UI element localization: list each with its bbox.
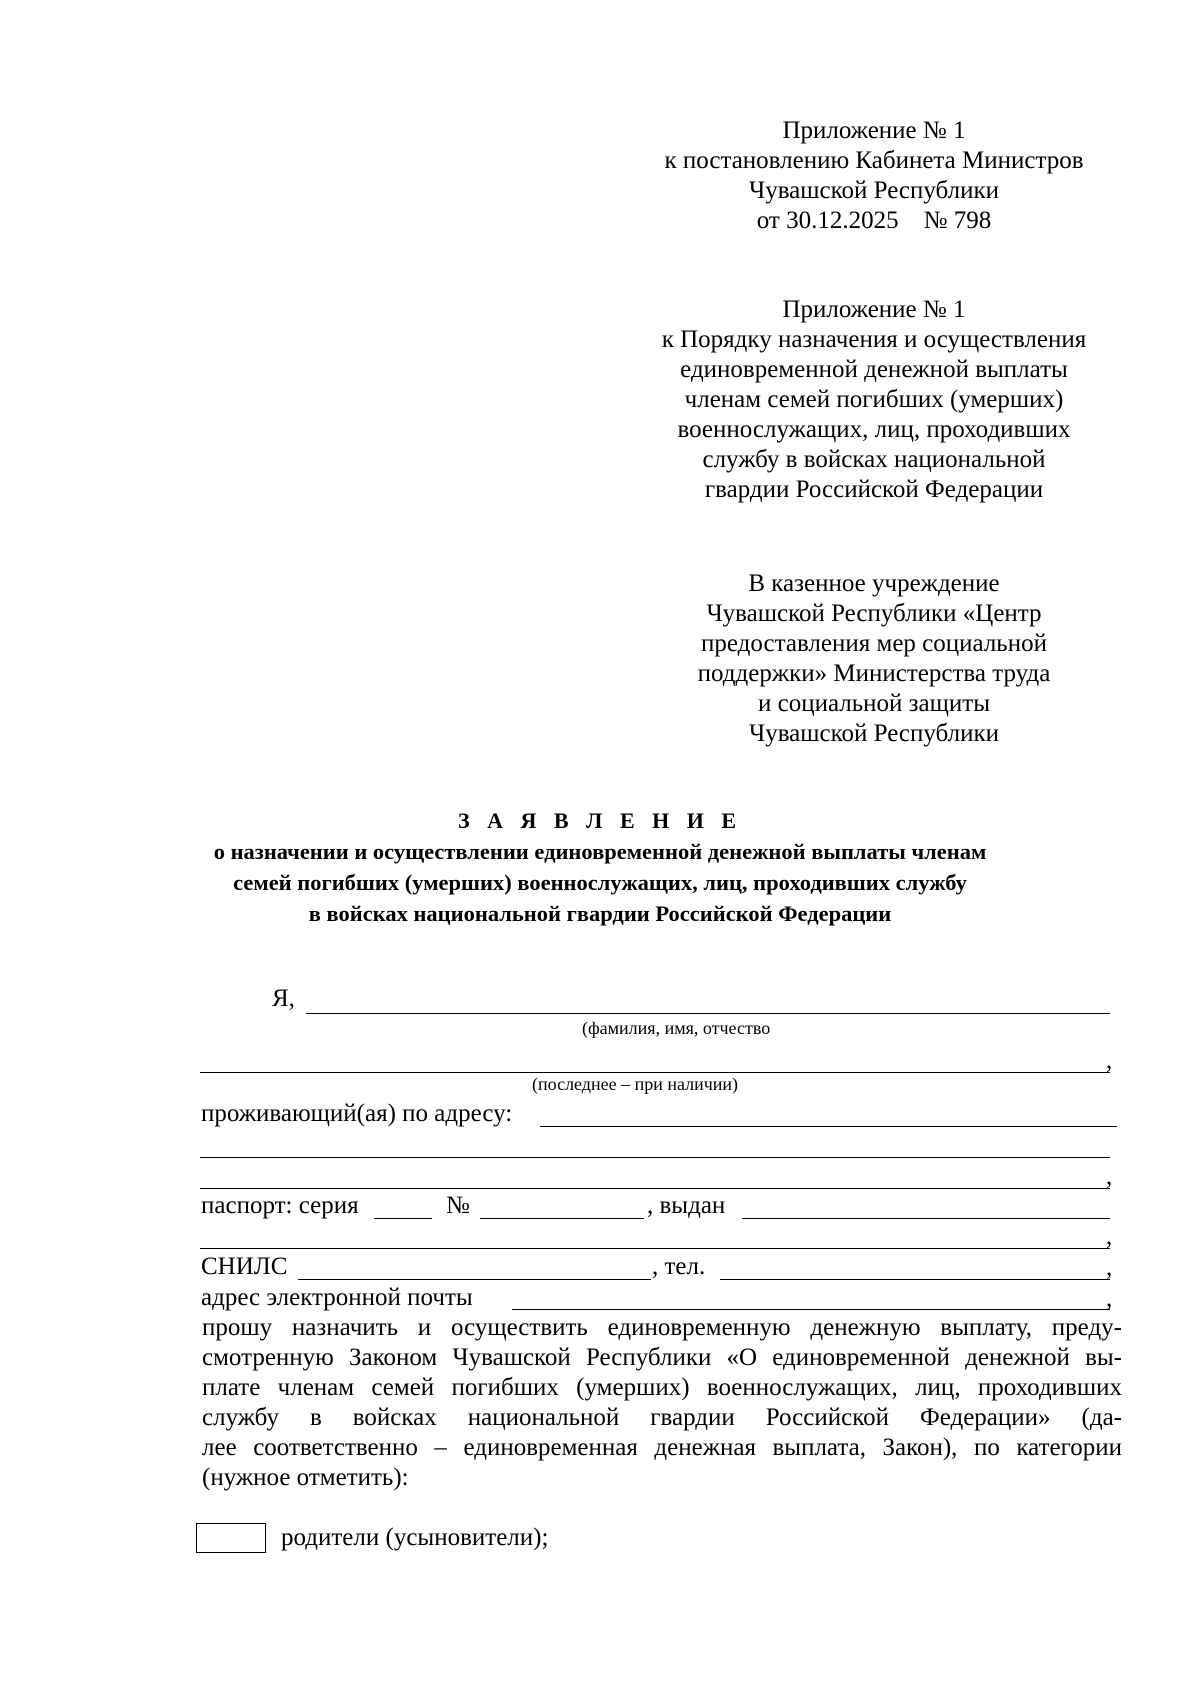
passport-issued-label: , выдан: [647, 1192, 726, 1219]
appendix-decree-line: Чувашской Республики: [748, 177, 1000, 204]
comma: ,: [1106, 1047, 1113, 1074]
request-paragraph: [202, 1313, 1122, 1493]
fio-hint: (фамилия, имя, отчество: [582, 1018, 771, 1038]
statement-subtitle-line: семей погибших (умерших) военнослужащих, лиц, проходивших службу: [233, 870, 967, 895]
appendix-decree-block: [624, 116, 1124, 236]
appendix-decree-line: к постановлению Кабинета Министров: [664, 147, 1084, 174]
appendix-procedure-line: к Порядку назначения и осуществления: [661, 326, 1087, 353]
addressee-line: и социальной защиты: [757, 690, 990, 717]
addressee-line: предоставления мер социальной: [701, 630, 1047, 657]
addressee-block: [624, 569, 1124, 749]
addressee-line: Чувашской Республики: [748, 720, 1000, 747]
passport-series-field-line[interactable]: [374, 1218, 432, 1219]
comma: ,: [1106, 1223, 1113, 1250]
request-line: (нужное отметить):: [202, 1464, 409, 1491]
address-field-line[interactable]: [540, 1126, 1117, 1127]
phone-field-line[interactable]: [720, 1279, 1110, 1280]
category-parents-label: родители (усыновители);: [281, 1524, 549, 1551]
passport-number-label: №: [446, 1192, 470, 1219]
passport-number-field-line[interactable]: [480, 1218, 644, 1219]
addressee-line: Чувашской Республики «Центр: [706, 600, 1042, 627]
appendix-procedure-line: Приложение № 1: [782, 296, 966, 323]
appendix-procedure-line: единовременной денежной выплаты: [680, 356, 1068, 383]
passport-series-label: паспорт: серия: [201, 1192, 359, 1219]
appendix-procedure-block: [624, 295, 1124, 505]
address-field-line-2[interactable]: [200, 1157, 1110, 1158]
request-line: лее соответственно – единовременная денежная выплата, Закон), по категории: [202, 1434, 1122, 1461]
statement-heading: З А Я В Л Е Н И Е: [457, 808, 743, 833]
addressee-line: В казенное учреждение: [748, 570, 1000, 597]
snils-field-line[interactable]: [298, 1279, 651, 1280]
comma: ,: [1106, 1254, 1113, 1281]
appendix-procedure-line: службу в войсках национальной: [702, 446, 1046, 473]
appendix-decree-date-line: от 30.12.2025 № 798: [756, 207, 992, 234]
request-line: службу в войсках национальной гвардии Российской Федерации» (да-: [202, 1404, 1122, 1431]
statement-subtitle-line: о назначении и осуществлении единовременной денежной выплаты членам: [213, 839, 987, 864]
appendix-procedure-line: военнослужащих, лиц, проходивших: [677, 416, 1071, 443]
phone-label: , тел.: [652, 1253, 706, 1280]
category-parents-checkbox[interactable]: [196, 1523, 266, 1553]
email-field-line[interactable]: [512, 1309, 1110, 1310]
email-label: адрес электронной почты: [201, 1284, 473, 1311]
request-line: плате членам семей погибших (умерших) военнослужащих, лиц, проходивших: [202, 1374, 1122, 1401]
passport-issued-field-line-2[interactable]: [200, 1248, 1110, 1249]
statement-subtitle-line: в войсках национальной гвардии Российской Федерации: [308, 901, 892, 926]
appendix-procedure-line: членам семей погибших (умерших): [684, 386, 1064, 413]
fio-field-line[interactable]: [306, 1013, 1110, 1014]
appendix-decree-line: Приложение № 1: [782, 117, 966, 144]
request-line: смотренную Законом Чувашской Республики «О единовременной денежной вы-: [202, 1344, 1122, 1371]
appendix-procedure-line: гвардии Российской Федерации: [704, 476, 1044, 503]
comma: ,: [1106, 1163, 1113, 1190]
statement-title: [100, 805, 1100, 929]
passport-issued-field-line[interactable]: [742, 1218, 1110, 1219]
request-line: прошу назначить и осуществить единовременную денежную выплату, преду-: [202, 1314, 1122, 1341]
addressee-line: поддержки» Министерства труда: [697, 660, 1051, 687]
fio-continuation-line[interactable]: [200, 1072, 1110, 1073]
snils-label: СНИЛС: [201, 1253, 288, 1280]
patronymic-hint: (последнее – при наличии): [532, 1074, 739, 1094]
i-label: Я,: [272, 985, 295, 1012]
address-field-line-3[interactable]: [200, 1188, 1110, 1189]
comma: ,: [1106, 1285, 1113, 1312]
address-label: проживающий(ая) по адресу:: [201, 1100, 513, 1127]
